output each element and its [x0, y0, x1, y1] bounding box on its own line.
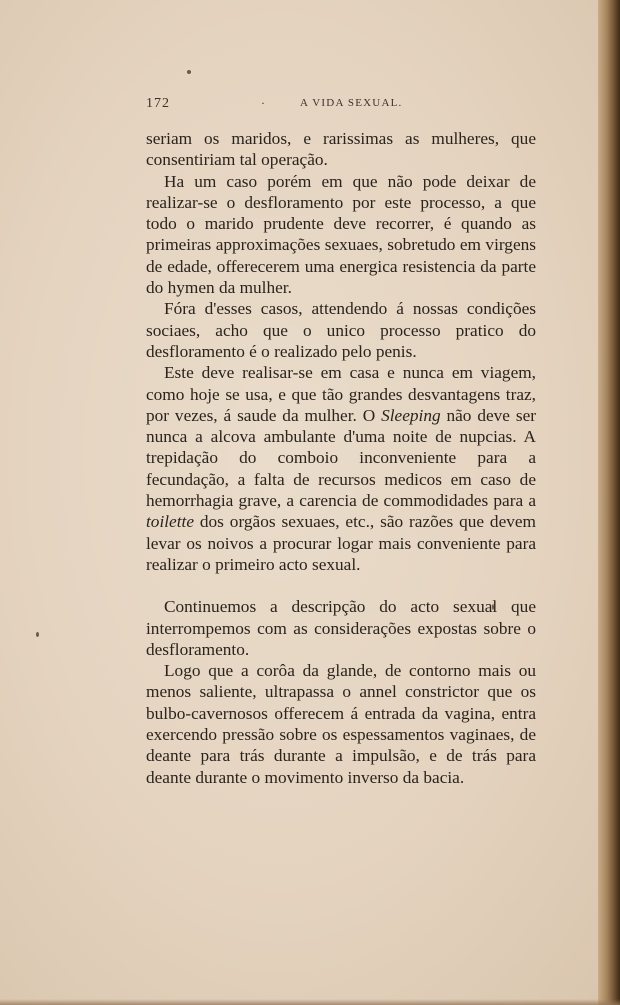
paragraph — [146, 596, 536, 660]
running-head: A VIDA SEXUAL. — [300, 97, 403, 109]
italic-term: toilette — [146, 512, 194, 532]
text-run: Continuemos a descripção do acto sexual que interrompemos com as considerações expostas sobre o desfloramento. — [146, 597, 536, 659]
paragraph — [146, 660, 536, 788]
text-run: Fóra d'esses casos, attendendo á nossas condições sociaes, acho que o unico processo pratico do desfloramento é o realizado pelo penis. — [146, 299, 536, 361]
page-header — [146, 96, 536, 116]
italic-term: Sleeping — [381, 405, 441, 425]
body-text — [146, 128, 536, 788]
text-run: Logo que a corôa da glande, de contorno mais ou menos saliente, ultrapassa o annel constrictor que os bulbo-cavernosos offerecem á entrada da vagina, entra exercendo pressão sobre os espessamentos vaginaes, de deante para trás durante a impulsão, e de trás para deante durante o movimento inverso da bacia. — [146, 661, 536, 787]
page-number: 172 — [146, 96, 170, 111]
page-edge-shadow — [598, 0, 620, 1005]
paragraph — [146, 298, 536, 362]
text-run: Este deve realisar-se em casa e nunca em viagem, como hoje se usa, e que tão grandes desvantagens traz, por vezes, á saude da mulher. O — [146, 363, 536, 425]
header-separator: · — [261, 96, 265, 110]
text-run: não deve ser nunca a alcova ambulante d'uma noite de nupcias. A trepidação do comboio inconveniente para a fecundação, a falta de recursos medicos em caso de hemorrhagia grave, a carencia de commodidades para a — [146, 405, 537, 511]
paragraph — [146, 128, 536, 171]
page-bottom-edge — [0, 999, 620, 1005]
paragraph — [146, 362, 536, 575]
ink-speck — [187, 70, 191, 74]
paragraph — [146, 171, 536, 299]
text-run: dos orgãos sexuaes, etc., são razões que devem levar os noivos a procurar logar mais conveniente para realizar o primeiro acto sexual. — [146, 512, 536, 574]
ink-speck — [36, 632, 39, 637]
text-run: seriam os maridos, e rarissimas as mulheres, que consentiriam tal operação. — [146, 129, 536, 170]
text-run: Ha um caso porém em que não pode deixar de realizar-se o desfloramento por este processo, a que todo o marido prudente deve recorrer, é quando as primeiras approximações sexuaes, sobretudo em virgens de edade, offerecerem uma energica resistencia da parte do hymen da mulher. — [146, 171, 536, 298]
